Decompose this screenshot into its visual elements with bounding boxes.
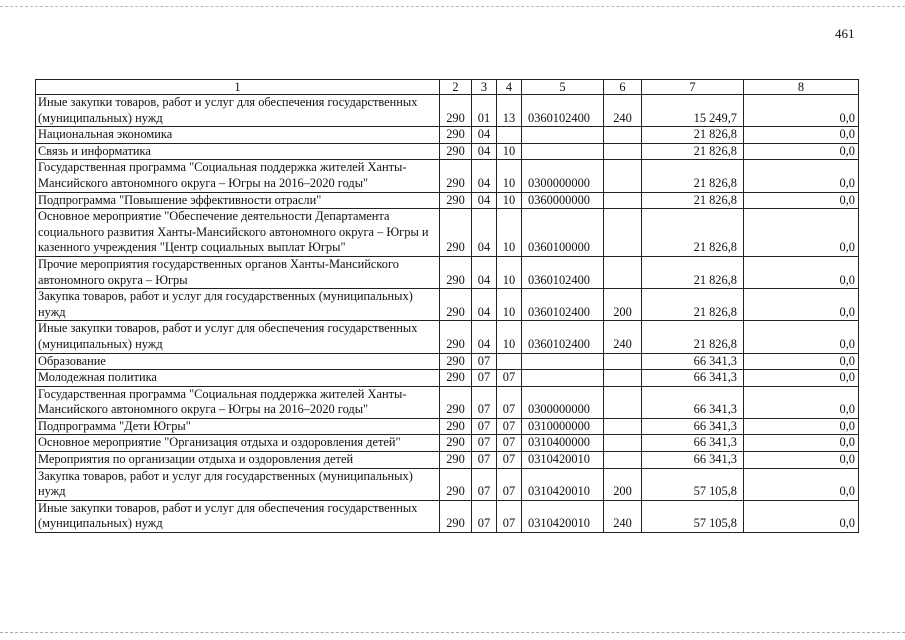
table-row — [36, 370, 859, 387]
row-name-cell: Молодежная политика — [36, 370, 440, 387]
row-amount-cell: 21 826,8 — [642, 321, 744, 353]
row-expense-type-cell — [604, 370, 642, 387]
row-section-cell: 01 — [472, 95, 497, 127]
row-admin-code-cell: 290 — [440, 500, 472, 532]
row-name-cell: Иные закупки товаров, работ и услуг для обеспечения государственных (муниципальных) нужд — [36, 321, 440, 353]
row-subsection-cell: 10 — [497, 160, 522, 192]
row-subsection-cell: 07 — [497, 452, 522, 469]
row-subsection-cell: 13 — [497, 95, 522, 127]
row-expense-type-cell — [604, 435, 642, 452]
row-amount-change-cell: 0,0 — [744, 370, 859, 387]
row-target-article-cell: 0360100000 — [522, 209, 604, 257]
row-amount-cell: 66 341,3 — [642, 353, 744, 370]
row-expense-type-cell — [604, 192, 642, 209]
row-admin-code-cell: 290 — [440, 127, 472, 144]
table-row — [36, 256, 859, 288]
row-section-cell: 07 — [472, 418, 497, 435]
row-admin-code-cell: 290 — [440, 370, 472, 387]
row-name-cell: Подпрограмма "Повышение эффективности отрасли" — [36, 192, 440, 209]
column-header: 2 — [440, 80, 472, 95]
row-subsection-cell: 10 — [497, 289, 522, 321]
row-amount-cell: 21 826,8 — [642, 209, 744, 257]
row-admin-code-cell: 290 — [440, 192, 472, 209]
budget-table — [35, 79, 859, 533]
row-name-cell: Основное мероприятие "Обеспечение деятельности Департамента социального развития Ханты-Мансийского автономного округа – Югры и казенного учреждения "Центр социальных выплат Югры" — [36, 209, 440, 257]
row-amount-cell: 57 105,8 — [642, 500, 744, 532]
row-subsection-cell: 10 — [497, 256, 522, 288]
table-row — [36, 452, 859, 469]
row-admin-code-cell: 290 — [440, 256, 472, 288]
row-expense-type-cell: 200 — [604, 468, 642, 500]
row-name-cell: Иные закупки товаров, работ и услуг для обеспечения государственных (муниципальных) нужд — [36, 95, 440, 127]
table-row — [36, 500, 859, 532]
row-expense-type-cell — [604, 209, 642, 257]
column-header: 1 — [36, 80, 440, 95]
row-expense-type-cell — [604, 143, 642, 160]
row-name-cell: Подпрограмма "Дети Югры" — [36, 418, 440, 435]
row-section-cell: 04 — [472, 160, 497, 192]
column-header: 3 — [472, 80, 497, 95]
row-amount-change-cell: 0,0 — [744, 500, 859, 532]
row-expense-type-cell — [604, 452, 642, 469]
row-amount-cell: 21 826,8 — [642, 127, 744, 144]
table-row — [36, 127, 859, 144]
row-target-article-cell: 0360102400 — [522, 321, 604, 353]
row-amount-change-cell: 0,0 — [744, 95, 859, 127]
row-subsection-cell: 07 — [497, 370, 522, 387]
row-admin-code-cell: 290 — [440, 321, 472, 353]
scan-edge-top — [0, 6, 905, 7]
table-row — [36, 386, 859, 418]
row-section-cell: 07 — [472, 435, 497, 452]
row-target-article-cell — [522, 127, 604, 144]
row-name-cell: Закупка товаров, работ и услуг для государственных (муниципальных) нужд — [36, 468, 440, 500]
row-section-cell: 07 — [472, 500, 497, 532]
row-target-article-cell: 0310420010 — [522, 468, 604, 500]
row-amount-change-cell: 0,0 — [744, 127, 859, 144]
table-row — [36, 160, 859, 192]
row-target-article-cell: 0360000000 — [522, 192, 604, 209]
row-amount-change-cell: 0,0 — [744, 143, 859, 160]
row-section-cell: 07 — [472, 452, 497, 469]
row-target-article-cell: 0310400000 — [522, 435, 604, 452]
row-target-article-cell: 0360102400 — [522, 95, 604, 127]
row-admin-code-cell: 290 — [440, 95, 472, 127]
row-target-article-cell — [522, 143, 604, 160]
row-name-cell: Основное мероприятие "Организация отдыха и оздоровления детей" — [36, 435, 440, 452]
table-row — [36, 435, 859, 452]
row-admin-code-cell: 290 — [440, 143, 472, 160]
row-target-article-cell: 0310420010 — [522, 452, 604, 469]
row-expense-type-cell: 240 — [604, 500, 642, 532]
row-subsection-cell: 10 — [497, 321, 522, 353]
row-section-cell: 04 — [472, 209, 497, 257]
row-admin-code-cell: 290 — [440, 209, 472, 257]
row-name-cell: Образование — [36, 353, 440, 370]
row-name-cell: Государственная программа "Социальная поддержка жителей Ханты-Мансийского автономного округа – Югры на 2016–2020 годы" — [36, 160, 440, 192]
row-target-article-cell: 0310000000 — [522, 418, 604, 435]
row-section-cell: 04 — [472, 321, 497, 353]
row-admin-code-cell: 290 — [440, 160, 472, 192]
row-amount-change-cell: 0,0 — [744, 435, 859, 452]
row-expense-type-cell: 240 — [604, 95, 642, 127]
row-expense-type-cell: 200 — [604, 289, 642, 321]
row-amount-cell: 21 826,8 — [642, 143, 744, 160]
row-expense-type-cell — [604, 160, 642, 192]
table-row — [36, 209, 859, 257]
page-number: 461 — [835, 26, 855, 41]
row-subsection-cell: 10 — [497, 209, 522, 257]
row-name-cell: Национальная экономика — [36, 127, 440, 144]
row-name-cell: Прочие мероприятия государственных органов Ханты-Мансийского автономного округа – Югры — [36, 256, 440, 288]
column-header: 4 — [497, 80, 522, 95]
row-admin-code-cell: 290 — [440, 435, 472, 452]
row-expense-type-cell — [604, 256, 642, 288]
row-amount-cell: 57 105,8 — [642, 468, 744, 500]
row-target-article-cell: 0360102400 — [522, 256, 604, 288]
row-subsection-cell: 10 — [497, 192, 522, 209]
row-amount-change-cell: 0,0 — [744, 289, 859, 321]
row-target-article-cell — [522, 353, 604, 370]
row-amount-change-cell: 0,0 — [744, 192, 859, 209]
row-subsection-cell — [497, 127, 522, 144]
table-header-row — [36, 80, 859, 95]
row-admin-code-cell: 290 — [440, 386, 472, 418]
row-section-cell: 04 — [472, 143, 497, 160]
row-amount-change-cell: 0,0 — [744, 468, 859, 500]
row-section-cell: 04 — [472, 256, 497, 288]
row-subsection-cell: 07 — [497, 468, 522, 500]
column-header: 6 — [604, 80, 642, 95]
row-target-article-cell: 0360102400 — [522, 289, 604, 321]
column-header: 7 — [642, 80, 744, 95]
row-admin-code-cell: 290 — [440, 418, 472, 435]
row-amount-change-cell: 0,0 — [744, 209, 859, 257]
row-amount-cell: 66 341,3 — [642, 435, 744, 452]
row-subsection-cell: 10 — [497, 143, 522, 160]
table-row — [36, 95, 859, 127]
row-name-cell: Государственная программа "Социальная поддержка жителей Ханты-Мансийского автономного округа – Югры на 2016–2020 годы" — [36, 386, 440, 418]
row-amount-cell: 21 826,8 — [642, 160, 744, 192]
row-amount-cell: 66 341,3 — [642, 386, 744, 418]
table-row — [36, 289, 859, 321]
row-section-cell: 07 — [472, 353, 497, 370]
row-target-article-cell — [522, 370, 604, 387]
table-row — [36, 143, 859, 160]
table-row — [36, 321, 859, 353]
row-amount-cell: 21 826,8 — [642, 256, 744, 288]
column-header: 5 — [522, 80, 604, 95]
row-amount-change-cell: 0,0 — [744, 452, 859, 469]
row-expense-type-cell — [604, 353, 642, 370]
row-target-article-cell: 0300000000 — [522, 386, 604, 418]
column-header: 8 — [744, 80, 859, 95]
row-amount-cell: 66 341,3 — [642, 370, 744, 387]
row-section-cell: 04 — [472, 127, 497, 144]
row-section-cell: 07 — [472, 468, 497, 500]
row-subsection-cell — [497, 353, 522, 370]
row-name-cell: Иные закупки товаров, работ и услуг для обеспечения государственных (муниципальных) нужд — [36, 500, 440, 532]
row-expense-type-cell — [604, 418, 642, 435]
row-amount-change-cell: 0,0 — [744, 386, 859, 418]
row-subsection-cell: 07 — [497, 386, 522, 418]
row-amount-cell: 66 341,3 — [642, 418, 744, 435]
table-row — [36, 192, 859, 209]
row-target-article-cell: 0300000000 — [522, 160, 604, 192]
row-name-cell: Закупка товаров, работ и услуг для государственных (муниципальных) нужд — [36, 289, 440, 321]
row-expense-type-cell — [604, 127, 642, 144]
row-admin-code-cell: 290 — [440, 353, 472, 370]
table-row — [36, 353, 859, 370]
row-amount-change-cell: 0,0 — [744, 353, 859, 370]
row-target-article-cell: 0310420010 — [522, 500, 604, 532]
row-amount-change-cell: 0,0 — [744, 418, 859, 435]
table-row — [36, 468, 859, 500]
row-admin-code-cell: 290 — [440, 452, 472, 469]
table-row — [36, 418, 859, 435]
row-amount-change-cell: 0,0 — [744, 160, 859, 192]
row-section-cell: 04 — [472, 289, 497, 321]
row-section-cell: 04 — [472, 192, 497, 209]
row-subsection-cell: 07 — [497, 500, 522, 532]
row-amount-cell: 21 826,8 — [642, 192, 744, 209]
row-amount-cell: 66 341,3 — [642, 452, 744, 469]
scan-edge-bottom — [0, 632, 905, 633]
row-admin-code-cell: 290 — [440, 468, 472, 500]
row-admin-code-cell: 290 — [440, 289, 472, 321]
row-subsection-cell: 07 — [497, 418, 522, 435]
row-section-cell: 07 — [472, 370, 497, 387]
row-section-cell: 07 — [472, 386, 497, 418]
row-name-cell: Мероприятия по организации отдыха и оздоровления детей — [36, 452, 440, 469]
row-subsection-cell: 07 — [497, 435, 522, 452]
row-expense-type-cell: 240 — [604, 321, 642, 353]
row-amount-cell: 21 826,8 — [642, 289, 744, 321]
row-amount-change-cell: 0,0 — [744, 256, 859, 288]
row-name-cell: Связь и информатика — [36, 143, 440, 160]
row-amount-cell: 15 249,7 — [642, 95, 744, 127]
row-amount-change-cell: 0,0 — [744, 321, 859, 353]
row-expense-type-cell — [604, 386, 642, 418]
